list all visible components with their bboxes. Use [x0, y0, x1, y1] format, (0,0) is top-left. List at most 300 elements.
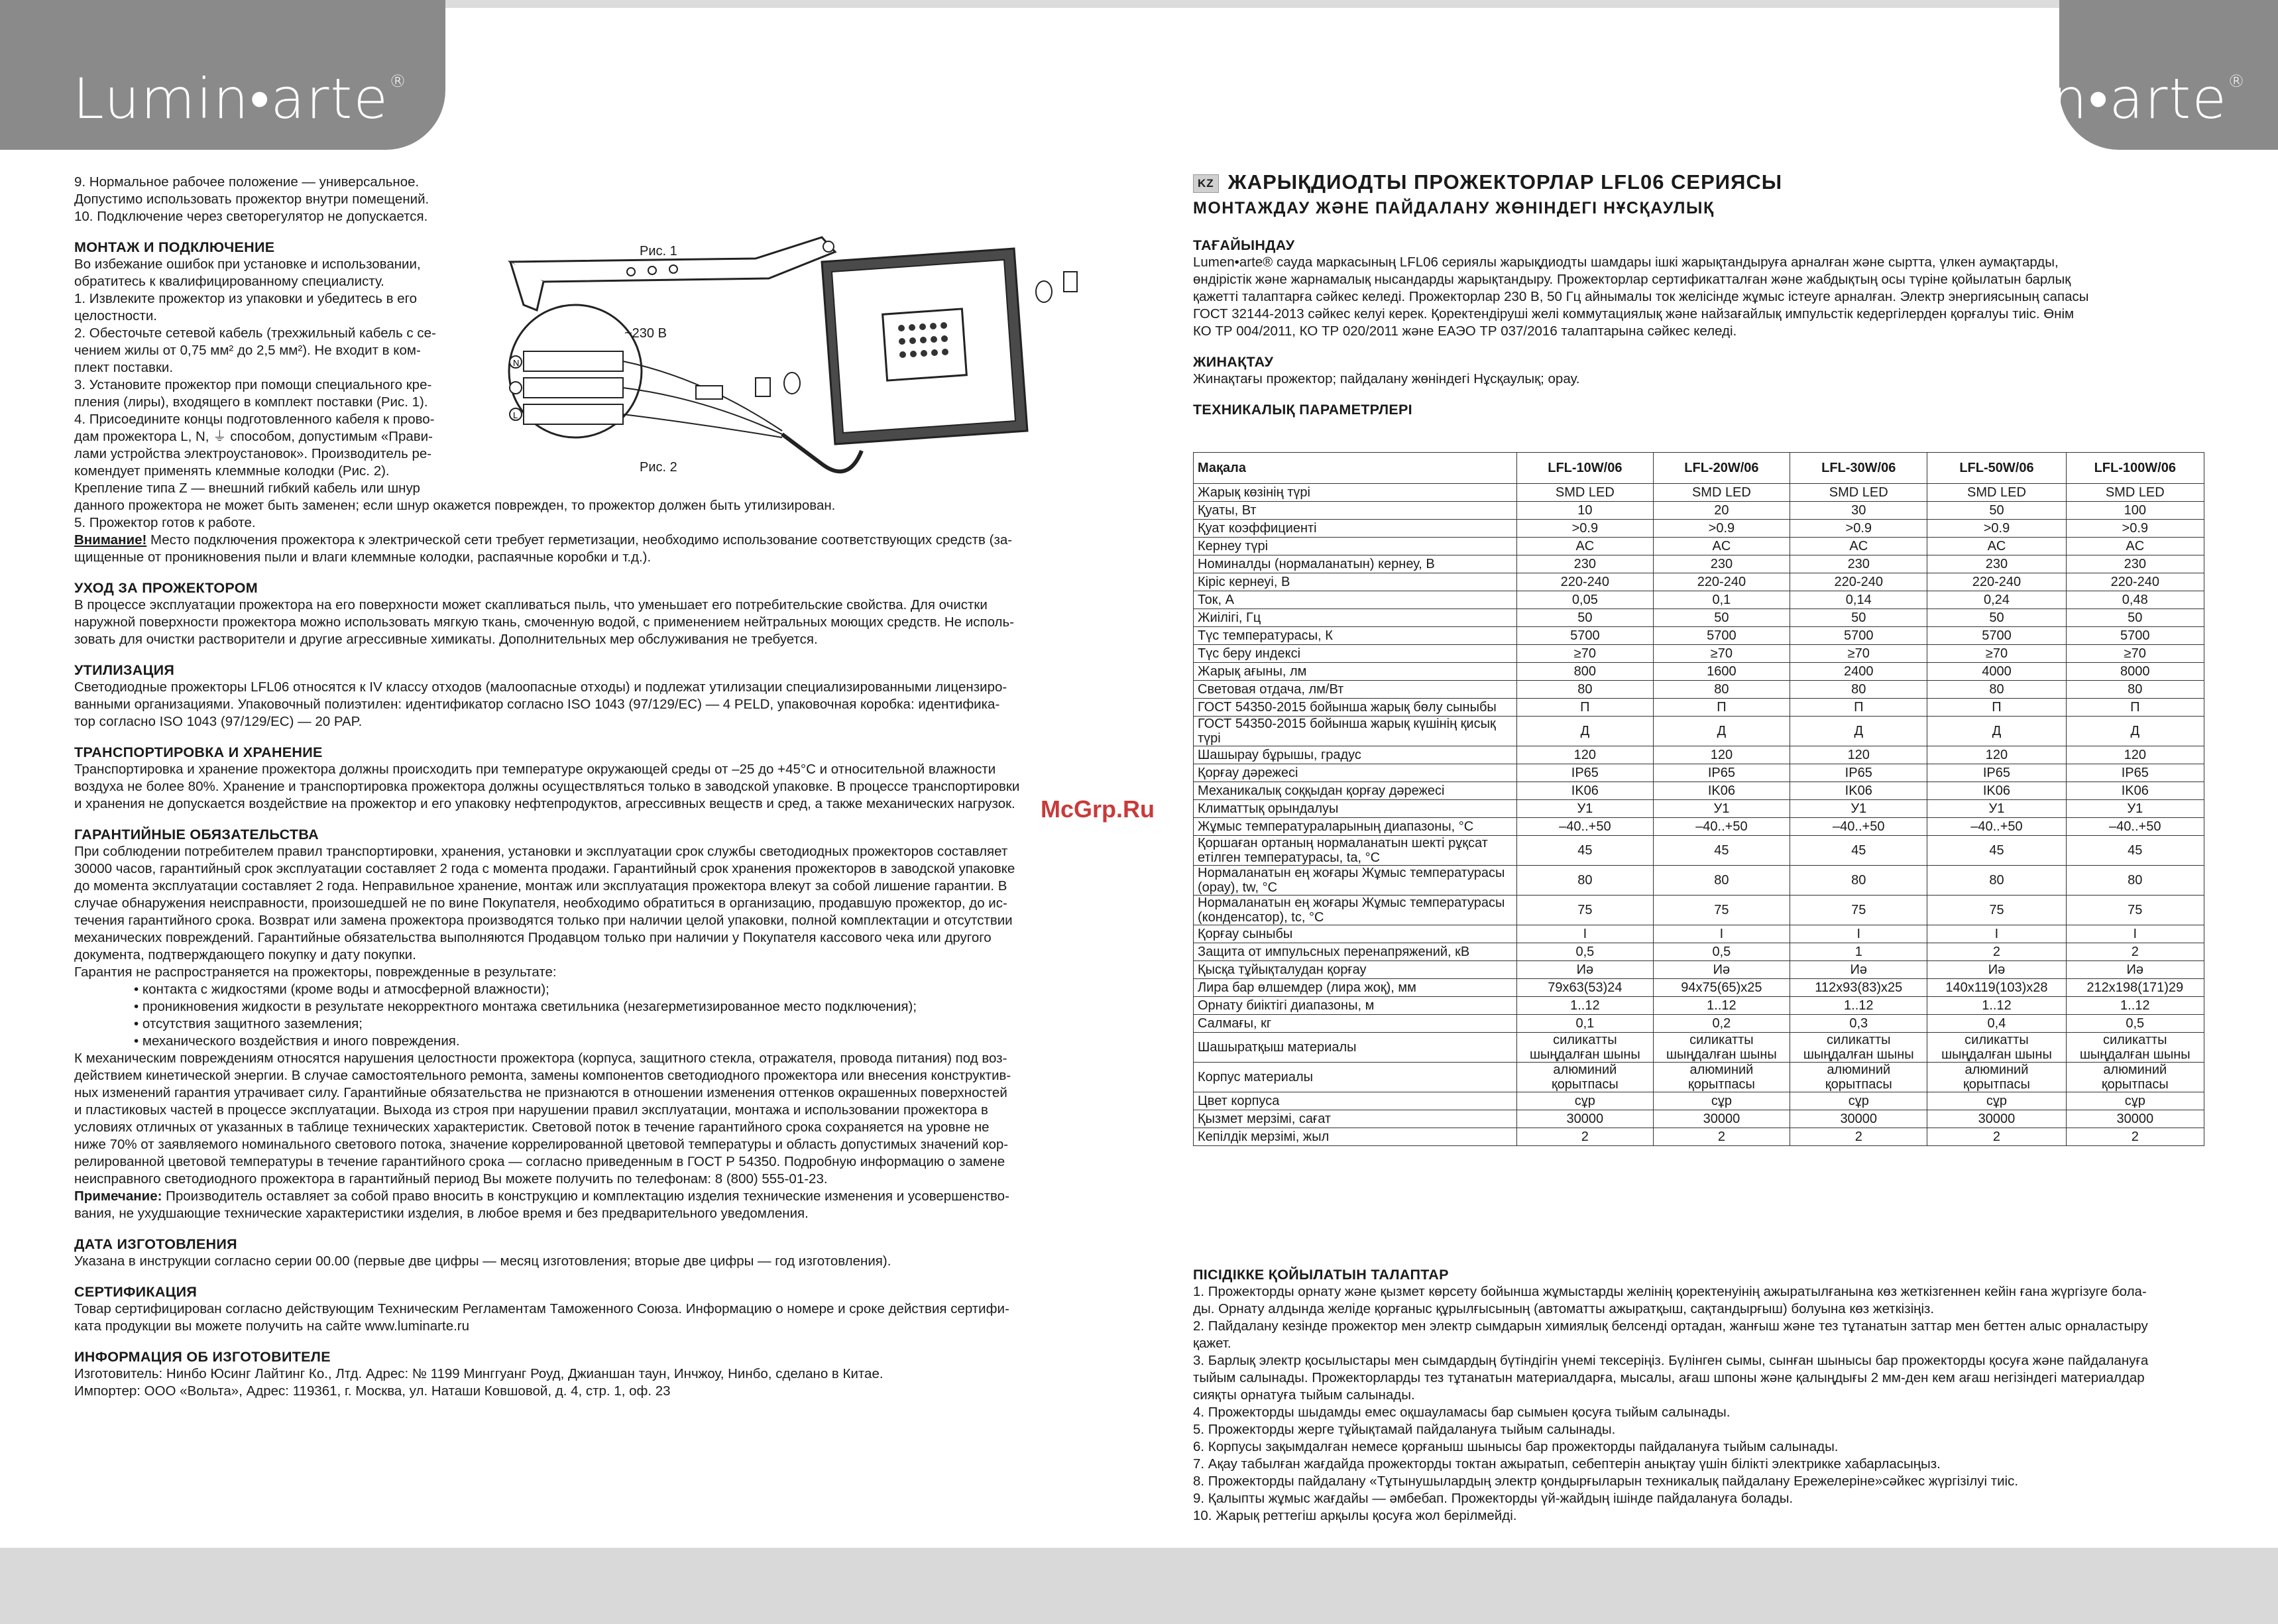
table-cell: –40..+50	[1927, 818, 2066, 836]
text-line: пления (лиры), входящего в комплект поставки (Рис. 1).	[74, 394, 428, 410]
bullet-item: • отсутствия защитного заземления;	[134, 1015, 1087, 1033]
table-cell: LFL-20W/06	[1653, 453, 1790, 484]
table-row	[1194, 1092, 2204, 1110]
table-cell: Қызмет мерзімі, сағат	[1194, 1110, 1517, 1128]
table-cell: П	[2066, 699, 2204, 717]
text-line: условиях отличных от указанных в таблице технических характеристик. Световой поток в течение гарантийного срока сохраняется на уровне не	[74, 1120, 990, 1135]
table-cell: IK06	[1517, 782, 1654, 800]
table-cell: Д	[1927, 717, 2066, 746]
table-cell: П	[1790, 699, 1927, 717]
table-cell: IP65	[1927, 764, 2066, 782]
table-cell: IP65	[1653, 764, 1790, 782]
table-cell: Д	[1790, 717, 1927, 746]
table-cell: 1..12	[1653, 997, 1790, 1015]
table-cell: Кернеу түрі	[1194, 538, 1517, 555]
table-cell: –40..+50	[2066, 818, 2204, 836]
text-line: комендует применять клеммные колодки (Рис. 2).	[74, 463, 390, 479]
table-row	[1194, 800, 2204, 818]
table-cell: Қысқа тұйықталудан қорғау	[1194, 961, 1517, 979]
table-cell: ≥70	[1517, 645, 1654, 663]
table-cell: 120	[1653, 746, 1790, 764]
table-cell: 30000	[1790, 1110, 1927, 1128]
table-cell: Шашырау бұрышы, градус	[1194, 746, 1517, 764]
table-cell: алюминий қорытпасы	[2066, 1063, 2204, 1092]
table-cell: 75	[1517, 896, 1654, 925]
table-cell: 0,2	[1653, 1015, 1790, 1033]
table-cell: У1	[1653, 800, 1790, 818]
table-cell: Механикалық соққыдан қорғау дәрежесі	[1194, 782, 1517, 800]
table-cell: Орнату биіктігі диапазоны, м	[1194, 997, 1517, 1015]
table-cell: 45	[2066, 836, 2204, 866]
table-cell: 75	[1927, 896, 2066, 925]
table-cell: 800	[1517, 663, 1654, 681]
transport-text	[74, 761, 1087, 813]
table-cell: Мақала	[1194, 453, 1517, 484]
table-cell: Кіріс кернеуі, В	[1194, 573, 1517, 591]
table-cell: SMD LED	[1790, 484, 1927, 502]
table-row	[1194, 1015, 2204, 1033]
table-cell: 0,5	[1517, 943, 1654, 961]
table-cell: 4000	[1927, 663, 2066, 681]
text-line: 4. Прожекторды шыдамды емес оқшауламасы бар сымыен қосуға тыйым салынады.	[1193, 1405, 1731, 1420]
terminal-n-label: N	[513, 358, 520, 368]
note-text-2: вания, не ухудшающие технические характеристики изделия, в любое время и без предварительного уведомления.	[74, 1206, 809, 1221]
table-cell: 10	[1517, 502, 1654, 520]
brand-logo-right: Lumin•arte®	[1911, 66, 2246, 131]
table-row	[1194, 1110, 2204, 1128]
section-title-util: УТИЛИЗАЦИЯ	[74, 662, 175, 678]
table-cell: Д	[2066, 717, 2204, 746]
table-cell: Қорғау дәрежесі	[1194, 764, 1517, 782]
table-cell: У1	[1927, 800, 2066, 818]
table-cell: силикатты шыңдалған шыны	[1653, 1033, 1790, 1063]
section-title-date: ДАТА ИЗГОТОВЛЕНИЯ	[74, 1236, 237, 1252]
text-line: 5. Прожектор готов к работе.	[74, 515, 256, 530]
table-cell: 45	[1927, 836, 2066, 866]
text-line: Крепление типа Z — внешний гибкий кабель или шнур	[74, 481, 420, 496]
table-cell: 5700	[1517, 627, 1654, 645]
table-row	[1194, 627, 2204, 645]
table-cell: 0,14	[1790, 591, 1927, 609]
table-cell: 1600	[1653, 663, 1790, 681]
table-cell: 2400	[1790, 663, 1927, 681]
table-cell: >0.9	[1927, 520, 2066, 538]
section-title-care: УХОД ЗА ПРОЖЕКТОРОМ	[74, 580, 258, 596]
table-cell: 220-240	[1790, 573, 1927, 591]
maker-text	[74, 1365, 1087, 1400]
table-row	[1194, 645, 2204, 663]
table-cell: силикатты шыңдалған шыны	[2066, 1033, 2204, 1063]
table-cell: ≥70	[1653, 645, 1790, 663]
table-cell: ГОСТ 54350-2015 бойынша жарық бөлу сыныбы	[1194, 699, 1517, 717]
table-cell: 80	[1653, 681, 1790, 699]
table-row	[1194, 764, 2204, 782]
table-cell: 5700	[2066, 627, 2204, 645]
text-line: Указана в инструкции согласно серии 00.00 (первые две цифры — месяц изготовления; вторые две цифры — год изготовления).	[74, 1253, 891, 1269]
table-cell: Нормаланатын ең жоғары Жұмыс температурасы (орау), tw, °C	[1194, 866, 1517, 896]
bullet-item: • контакта с жидкостями (кроме воды и атмосферной влажности);	[134, 981, 1087, 998]
table-row	[1194, 896, 2204, 925]
text-line: 9. Қалыпты жұмыс жағдайы — әмбебап. Прожекторды үй-жайдың ішінде пайдалануға болады.	[1193, 1491, 1794, 1506]
table-cell: Световая отдача, лм/Вт	[1194, 681, 1517, 699]
bullet-item: • проникновения жидкости в результате некорректного монтажа светильника (незагерметизированное место подключения);	[134, 998, 1087, 1015]
table-row	[1194, 520, 2204, 538]
table-cell: I	[1927, 925, 2066, 943]
table-cell: Защита от импульсных перенапряжений, кВ	[1194, 943, 1517, 961]
installation-figure	[504, 232, 1087, 497]
care-text	[74, 597, 1087, 648]
text-line: Товар сертифицирован согласно действующим Техническим Регламентам Таможенного Союза. Информацию о номере и сроке действия сертифи-	[74, 1301, 1009, 1316]
table-cell: 120	[1790, 746, 1927, 764]
table-cell: 94x75(65)x25	[1653, 979, 1790, 997]
text-line: 2. Обесточьте сетевой кабель (трехжильный кабель с се-	[74, 325, 436, 341]
table-cell: AC	[1517, 538, 1654, 555]
table-cell: силикатты шыңдалған шыны	[1790, 1033, 1927, 1063]
table-cell: AC	[2066, 538, 2204, 555]
table-cell: П	[1653, 699, 1790, 717]
table-cell: Д	[1517, 717, 1654, 746]
table-cell: 0,3	[1790, 1015, 1927, 1033]
table-cell: –40..+50	[1790, 818, 1927, 836]
table-cell: 0,4	[1927, 1015, 2066, 1033]
text-line: Lumen•arte® сауда маркасының LFL06 сериялы жарықдиодты шамдары ішкі жарықтандыруға арналған және сыртта, үлкен аумақтарды,	[1193, 254, 2059, 270]
text-line: 8. Прожекторды пайдалану «Тұтынушылардың электр қондырғыларын техникалық пайдалану Ережелеріне»сәйкес жүргізілуі тиіс.	[1193, 1474, 2019, 1489]
table-cell: IP65	[1517, 764, 1654, 782]
table-row	[1194, 943, 2204, 961]
kz-badge: KZ	[1193, 174, 1219, 193]
table-cell: 230	[1517, 555, 1654, 573]
table-cell: 50	[1927, 502, 2066, 520]
table-cell: 220-240	[1927, 573, 2066, 591]
warning-text-2: щищенные от проникновения пыли и влаги клеммные колодки, распаячные коробки и т.д.).	[74, 550, 652, 565]
table-cell: 120	[1927, 746, 2066, 764]
section-title-purpose: ТАҒАЙЫНДАУ	[1193, 237, 1295, 253]
table-cell: 2	[1517, 1128, 1654, 1146]
text-line: Изготовитель: Нинбо Юсинг Лайтинг Ко., Лтд. Адрес: № 1199 Минггуанг Роуд, Джианшан таун, Инчжоу, Нинбо, сделано в Китае.	[74, 1366, 883, 1381]
section-title-kit: ЖИНАҚТАУ	[1193, 353, 1274, 370]
table-cell: ≥70	[1790, 645, 1927, 663]
table-cell: Иә	[1927, 961, 2066, 979]
table-row	[1194, 1063, 2204, 1092]
text-line: К механическим повреждениям относятся нарушения целостности прожектора (корпуса, защитного стекла, отражателя, провода питания) под воз-	[74, 1051, 1007, 1066]
table-row	[1194, 717, 2204, 746]
table-cell: >0.9	[1517, 520, 1654, 538]
table-cell: IK06	[1790, 782, 1927, 800]
text-line: чением жилы от 0,75 мм² до 2,5 мм²). Не входит в ком-	[74, 343, 421, 358]
table-cell: IP65	[1790, 764, 1927, 782]
text-line: и пластиковых частей в процессе эксплуатации. Выхода из строя при нарушении правил эксплуатации, монтажа и использовании прожектора в	[74, 1102, 988, 1118]
table-cell: Жұмыс температураларының диапазоны, °C	[1194, 818, 1517, 836]
table-row	[1194, 502, 2204, 520]
table-cell: 1..12	[1790, 997, 1927, 1015]
table-cell: AC	[1653, 538, 1790, 555]
table-cell: сұр	[1927, 1092, 2066, 1110]
section-title-cert: СЕРТИФИКАЦИЯ	[74, 1284, 198, 1300]
floodlight-diagram	[504, 232, 1087, 497]
table-cell: >0.9	[1653, 520, 1790, 538]
table-cell: 112x93(83)x25	[1790, 979, 1927, 997]
kz-title: KZ ЖАРЫҚДИОДТЫ ПРОЖЕКТОРЛАР LFL06 СЕРИЯСЫ	[1193, 174, 2204, 193]
text-line: При соблюдении потребителем правил транспортировки, хранения, установки и эксплуатации срок службы светодиодных прожекторов составляет	[74, 844, 1008, 859]
table-cell: 80	[2066, 866, 2204, 896]
table-cell: Иә	[2066, 961, 2204, 979]
table-cell: ≥70	[1927, 645, 2066, 663]
table-cell: Иә	[1790, 961, 1927, 979]
section-title-transport: ТРАНСПОРТИРОВКА И ХРАНЕНИЕ	[74, 744, 323, 760]
table-cell: 230	[1790, 555, 1927, 573]
text-line: механических повреждений. Гарантийные обязательства выполняются Продавцом только при наличии у Покупателя кассового чека или другого	[74, 930, 992, 945]
table-cell: –40..+50	[1517, 818, 1654, 836]
table-cell: 80	[1790, 866, 1927, 896]
text-line: 10. Жарық реттегіш арқылы қосуға жол берілмейді.	[1193, 1508, 1517, 1523]
table-cell: силикатты шыңдалған шыны	[1517, 1033, 1654, 1063]
text-line: 1. Извлеките прожектор из упаковки и убедитесь в его	[74, 291, 418, 306]
table-cell: 0,1	[1517, 1015, 1654, 1033]
table-cell: Д	[1653, 717, 1790, 746]
text-line: ды. Орнату алдында желіде қорғаныс құрылғысының (автоматты ажыратқыш, сақтандырғыш) болуына көз жеткізіңіз.	[1193, 1301, 1935, 1316]
table-cell: 50	[1517, 609, 1654, 627]
text-line: действием кинетической энергии. В случае самостоятельного ремонта, замены компонентов светодиодного прожектора или внесения конструктив-	[74, 1068, 1011, 1083]
table-cell: алюминий қорытпасы	[1927, 1063, 2066, 1092]
text-line: ниже 70% от заявляемого номинального светового потока, значение коррелированной цветовой температуры и область допустимых значений кор-	[74, 1137, 1009, 1152]
bullet-item: • механического воздействия и иного повреждения.	[134, 1033, 1087, 1050]
table-cell: 45	[1790, 836, 1927, 866]
mount-text	[74, 256, 472, 497]
text-line: 2. Пайдалану кезінде прожектор мен электр сымдарын химиялық белсенді ортадан, жанғыш және тез тұтанатын заттар мен беттен алыс орналастыру	[1193, 1318, 2148, 1334]
section-title-warranty: ГАРАНТИЙНЫЕ ОБЯЗАТЕЛЬСТВА	[74, 827, 319, 842]
table-cell: >0.9	[2066, 520, 2204, 538]
table-cell: >0.9	[1790, 520, 1927, 538]
section-title-mount: МОНТАЖ И ПОДКЛЮЧЕНИЕ	[74, 239, 275, 255]
text-line: Во избежание ошибок при установке и использовании,	[74, 257, 421, 272]
voltage-label: ~230 В	[624, 326, 667, 341]
table-row	[1194, 818, 2204, 836]
text-line: қажет.	[1193, 1336, 1231, 1351]
table-cell: AC	[1927, 538, 2066, 555]
text-line: неисправного светодиодного прожектора в гарантийный период Вы можете получить по телефонам: 8 (800) 555-01-23.	[74, 1171, 828, 1187]
text-line: Гарантия не распространяется на прожекторы, поврежденные в результате:	[74, 964, 557, 980]
table-cell: 30000	[1653, 1110, 1790, 1128]
table-cell: 8000	[2066, 663, 2204, 681]
table-cell: Түс температурасы, К	[1194, 627, 1517, 645]
table-cell: 0,5	[2066, 1015, 2204, 1033]
text-line: ных изменений гарантия утрачивает силу. Гарантийные обязательства не признаются в отношении изменения оттенков окрашенных поверхностей	[74, 1085, 1007, 1100]
text-line: 4. Присоедините концы подготовленного кабеля к прово-	[74, 412, 435, 427]
table-cell: LFL-30W/06	[1790, 453, 1927, 484]
text-line: Светодиодные прожекторы LFL06 относятся к IV классу отходов (малоопасные отходы) и подлежат утилизации специализированными лицензиро-	[74, 679, 1007, 695]
table-cell: 1..12	[2066, 997, 2204, 1015]
table-cell: 30000	[1927, 1110, 2066, 1128]
table-cell: 230	[2066, 555, 2204, 573]
table-cell: ≥70	[2066, 645, 2204, 663]
table-cell: LFL-50W/06	[1927, 453, 2066, 484]
table-cell: У1	[2066, 800, 2204, 818]
table-cell: Кепілдік мерзімі, жыл	[1194, 1128, 1517, 1146]
table-cell: 80	[1927, 681, 2066, 699]
table-cell: 140x119(103)x28	[1927, 979, 2066, 997]
text-line: до момента эксплуатации составляет 2 года. Неправильное хранение, монтаж или эксплуатация прожектора влекут за собой лишение гарантии. В	[74, 878, 1007, 894]
table-row	[1194, 782, 2204, 800]
table-cell: 100	[2066, 502, 2204, 520]
table-cell: У1	[1517, 800, 1654, 818]
text-line: Жинақтағы прожектор; пайдалану жөніндегі Нұсқаулық; орау.	[1193, 371, 1580, 386]
text-line: 5. Прожекторды жерге тұйықтамай пайдалануға тыйым салынады.	[1193, 1422, 1616, 1437]
text-line: 3. Установите прожектор при помощи специального кре-	[74, 377, 432, 392]
text-line: ката продукции вы можете получить на сайте www.luminarte.ru	[74, 1318, 470, 1334]
table-cell: 45	[1517, 836, 1654, 866]
table-cell: 80	[1517, 866, 1654, 896]
table-cell: I	[1790, 925, 1927, 943]
text-line: өндірістік және жарнамалық нысандарды жарықтандыру. Прожекторлар сертификатталған және жабдықтың осы түріне қойылатын барлық	[1193, 271, 2071, 287]
warning-text: Внимание! Место подключения прожектора к электрической сети требует герметизации, необходимо использование соответствующих средств (за-	[74, 532, 1013, 548]
table-cell: Жарық көзінің түрі	[1194, 484, 1517, 502]
brand-logo-left: Lumin•arte®	[73, 66, 408, 131]
reqs-text	[1193, 1283, 2204, 1525]
table-cell: 2	[2066, 1128, 2204, 1146]
table-cell: 1	[1790, 943, 1927, 961]
cert-text	[74, 1301, 1087, 1335]
text-line: течения гарантийного срока. Возврат или замена прожектора производятся только при наличии целой упаковки, полной комплектации и отсутствии	[74, 913, 1013, 928]
text-line: 1. Прожекторды орнату және қызмет көрсету бойынша жұмыстарды желінің қоректенуінің ажыратылғанына көз жеткізгеннен кейін ғана жүргізуге бола-	[1193, 1284, 2147, 1299]
table-cell: Қоршаған ортаның нормаланатын шекті рұқсат етілген температурасы, ta, °C	[1194, 836, 1517, 866]
table-cell: 2	[1653, 1128, 1790, 1146]
right-column	[1193, 170, 2204, 418]
text-line: целостности.	[74, 308, 157, 323]
text-line: 6. Корпусы зақымдалған немесе қорғаныш шынысы бар прожекторды пайдалануға тыйым салынады.	[1193, 1439, 1839, 1454]
section-title-maker: ИНФОРМАЦИЯ ОБ ИЗГОТОВИТЕЛЕ	[74, 1349, 331, 1365]
table-cell: 0,48	[2066, 591, 2204, 609]
table-cell: П	[1927, 699, 2066, 717]
table-cell: 2	[2066, 943, 2204, 961]
table-cell: Нормаланатын ең жоғары Жұмыс температурасы (конденсатор), tc, °C	[1194, 896, 1517, 925]
date-text	[74, 1253, 1087, 1270]
table-cell: сұр	[1790, 1092, 1927, 1110]
table-cell: I	[1517, 925, 1654, 943]
table-row	[1194, 591, 2204, 609]
requirements-block	[1193, 1253, 2204, 1525]
text-line: ванными организациями. Упаковочный полиэтилен: идентификатор согласно ISO 1043 (97/129/EC) — 4 PELD, упаковочная коробка: идентифика-	[74, 697, 1000, 712]
table-cell: Иә	[1517, 961, 1654, 979]
table-cell: 30000	[2066, 1110, 2204, 1128]
table-cell: 0,1	[1653, 591, 1790, 609]
table-cell: алюминий қорытпасы	[1517, 1063, 1654, 1092]
text-line: 30000 часов, гарантийный срок эксплуатации составляет 2 года с момента продажи. Гарантийный срок хранения прожекторов в заводской упаковке	[74, 861, 1015, 876]
table-row	[1194, 979, 2204, 997]
text-line: воздуха не более 80%. Хранение и транспортировка прожектора должны осуществляться только в заводской упаковке. В процессе транспортировки	[74, 779, 1020, 794]
table-cell: 45	[1653, 836, 1790, 866]
table-cell: IP65	[2066, 764, 2204, 782]
intro-block	[74, 174, 472, 225]
table-cell: 220-240	[1653, 573, 1790, 591]
table-cell: Цвет корпуса	[1194, 1092, 1517, 1110]
purpose-text	[1193, 254, 2204, 340]
table-cell: 230	[1927, 555, 2066, 573]
table-cell: I	[2066, 925, 2204, 943]
table-row	[1194, 997, 2204, 1015]
table-cell: 120	[1517, 746, 1654, 764]
table-cell: SMD LED	[1517, 484, 1654, 502]
table-cell: 20	[1653, 502, 1790, 520]
table-cell: 75	[1653, 896, 1790, 925]
table-cell: SMD LED	[2066, 484, 2204, 502]
table-cell: 1..12	[1517, 997, 1654, 1015]
section-title-reqs: ПІСІДІККЕ ҚОЙЫЛАТЫН ТАЛАПТАР	[1193, 1267, 1449, 1283]
table-row	[1194, 746, 2204, 764]
table-cell: IK06	[1653, 782, 1790, 800]
table-row	[1194, 555, 2204, 573]
table-cell: 120	[2066, 746, 2204, 764]
table-cell: I	[1653, 925, 1790, 943]
table-cell: Климаттық орындалуы	[1194, 800, 1517, 818]
table-cell: 75	[1790, 896, 1927, 925]
text-line: обратитесь к квалифицированному специалисту.	[74, 274, 384, 289]
table-cell: 80	[1653, 866, 1790, 896]
header-band	[445, 0, 2059, 8]
text-line: қажетті талаптарға сәйкес келеді. Прожекторлар 230 В, 50 Гц айнымалы ток желісінде жұмыс істеуге арналған. Электр энергиясының сапасы	[1193, 288, 2089, 304]
text-line: тор согласно ISO 1043 (97/129/EC) — 20 PAP.	[74, 714, 363, 729]
table-cell: 5700	[1653, 627, 1790, 645]
table-cell: Қорғау сыныбы	[1194, 925, 1517, 943]
text-line: 7. Ақау табылған жағдайда прожекторды токтан ажыратып, себептерін анықтау үшін білікті электрикке хабарласыңыз.	[1193, 1456, 1941, 1472]
table-cell: 0,24	[1927, 591, 2066, 609]
warranty-text	[74, 843, 1087, 981]
page-header	[0, 0, 2278, 150]
table-cell: IK06	[2066, 782, 2204, 800]
table-header-row	[1194, 453, 2204, 484]
table-cell: 50	[1653, 609, 1790, 627]
table-cell: LFL-100W/06	[2066, 453, 2204, 484]
figure-2-label: Рис. 2	[640, 460, 677, 475]
text-line: Импортер: ООО «Вольта», Адрес: 119361, г. Москва, ул. Наташи Ковшовой, д. 4, стр. 1, оф. 23	[74, 1383, 671, 1399]
table-cell: 220-240	[2066, 573, 2204, 591]
text-line: тыйым салынады. Прожекторларды тез тұтанатын материалдарға, мысалы, ағаш шпоны және қалыңдығы 2 мм-ден кем ағаш негізіндегі материалдар	[1193, 1370, 2145, 1385]
section-title-specs: ТЕХНИКАЛЫҚ ПАРАМЕТРЛЕРІ	[1193, 401, 1412, 418]
text-line: документа, подтверждающего покупку и дату покупки.	[74, 947, 416, 962]
table-cell: алюминий қорытпасы	[1653, 1063, 1790, 1092]
table-cell: Лира бар өлшемдер (лира жоқ), мм	[1194, 979, 1517, 997]
table-cell: 50	[2066, 609, 2204, 627]
table-cell: Салмағы, кг	[1194, 1015, 1517, 1033]
text-line: релированной цветовой температуры в течение гарантийного срока — согласно приведенным в ГОСТ Р 54350. Подробную информацию о замене	[74, 1154, 1005, 1169]
table-cell: 30	[1790, 502, 1927, 520]
figure-1-label: Рис. 1	[640, 244, 677, 259]
table-cell: П	[1517, 699, 1654, 717]
text-line: КО ТР 004/2011, КО ТР 020/2011 және ЕАЭО ТР 037/2016 талаптарына сәйкес келеді.	[1193, 323, 1737, 339]
table-row	[1194, 1033, 2204, 1063]
table-cell: IK06	[1927, 782, 2066, 800]
util-text	[74, 679, 1087, 730]
table-cell: силикатты шыңдалған шыны	[1927, 1033, 2066, 1063]
mount-text-wide	[74, 497, 1087, 532]
table-cell: Қуат коэффициенті	[1194, 520, 1517, 538]
table-cell: SMD LED	[1927, 484, 2066, 502]
table-cell: AC	[1790, 538, 1927, 555]
table-cell: 5700	[1927, 627, 2066, 645]
table-cell: У1	[1790, 800, 1927, 818]
text-line: лами устройства электроустановок». Производитель ре-	[74, 446, 432, 461]
text-line: Транспортировка и хранение прожектора должны происходить при температуре окружающей среды от –25 до +45°C и относительной влажности	[74, 762, 996, 777]
table-cell: Шашыратқыш материалы	[1194, 1033, 1517, 1063]
table-cell: 79x63(53)24	[1517, 979, 1654, 997]
table-cell: 80	[2066, 681, 2204, 699]
table-cell: 0,05	[1517, 591, 1654, 609]
text-line: 3. Барлық электр қосылыстары мен сымдардың бүтіндігін үнемі тексеріңіз. Бүлінген сымы, сынған шынысы бар прожекторды қосуға және пайдалануға	[1193, 1353, 2149, 1368]
page-footer-band	[0, 1548, 2278, 1624]
table-cell: сұр	[2066, 1092, 2204, 1110]
table-cell: алюминий қорытпасы	[1790, 1063, 1927, 1092]
watermark: McGrp.Ru	[1041, 795, 1155, 823]
text-line: данного прожектора не может быть заменен; если шнур окажется поврежден, то прожектор должен быть утилизирован.	[74, 498, 836, 513]
